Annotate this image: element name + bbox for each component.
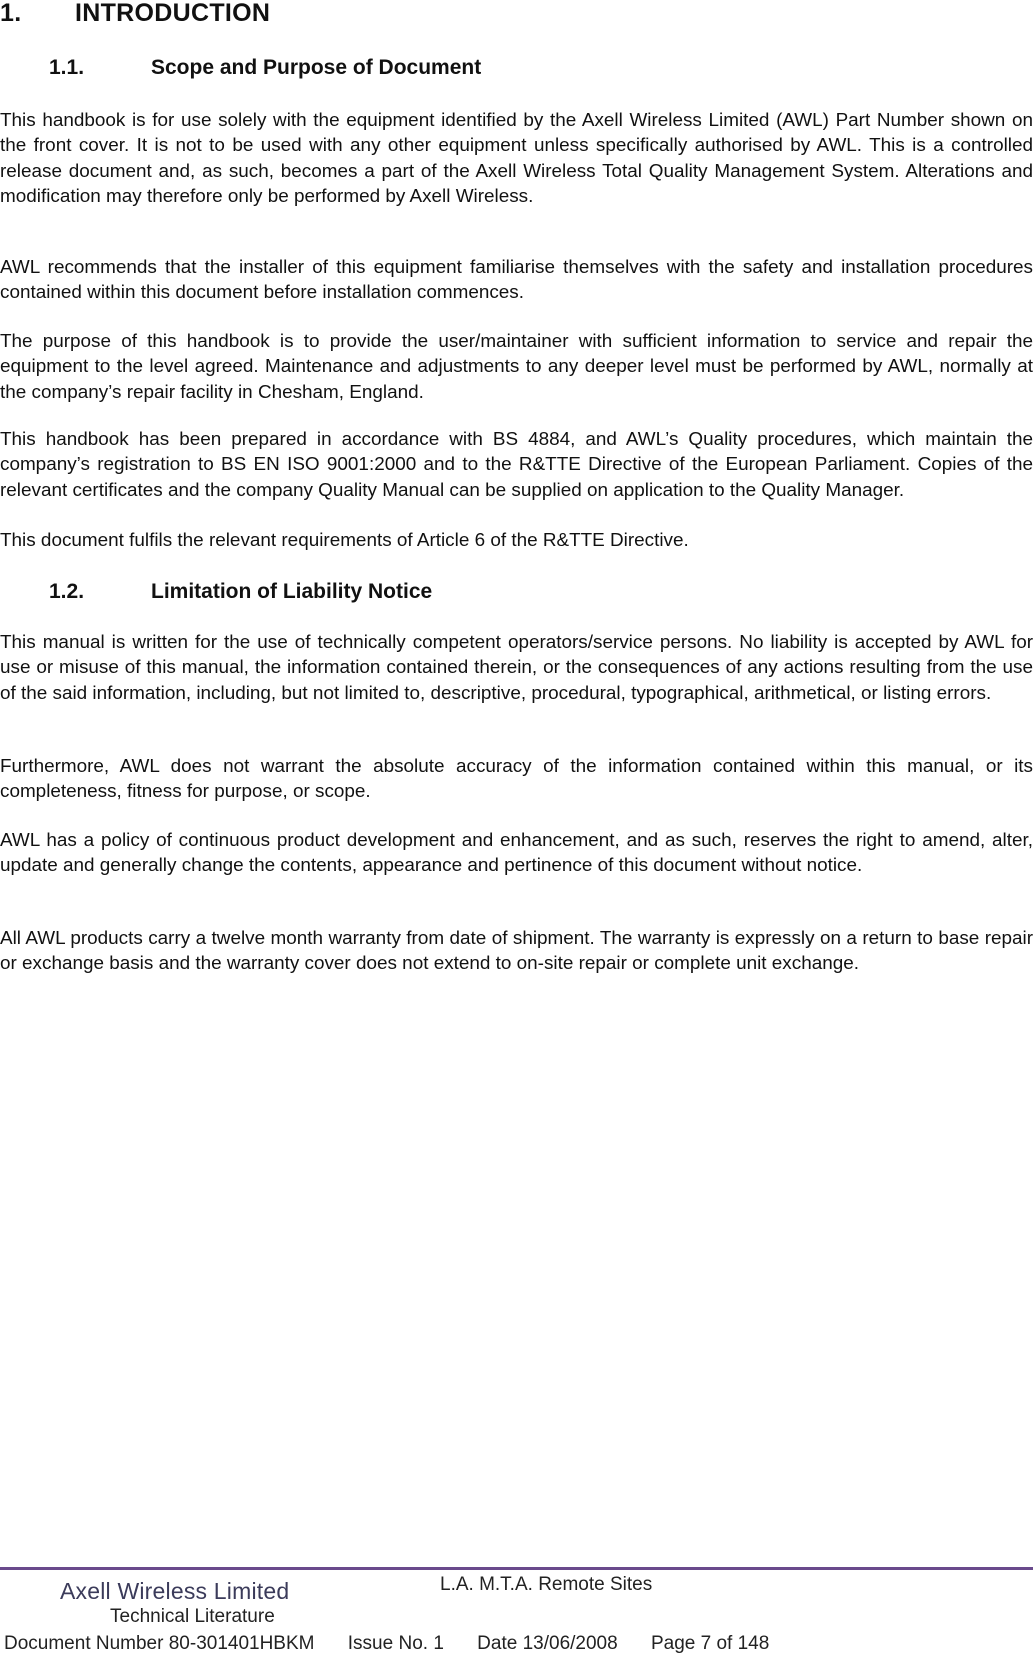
document-number: Document Number 80-301401HBKM	[4, 1633, 315, 1654]
section-heading-1-1	[49, 56, 481, 80]
paragraph: AWL recommends that the installer of this equipment familiarise themselves with the safety and installation procedures contained within this document before installation commences.	[0, 257, 1033, 304]
issue-date: Date 13/06/2008	[477, 1633, 618, 1654]
section-title: Scope and Purpose of Document	[151, 56, 482, 79]
paragraph: This handbook has been prepared in accordance with BS 4884, and AWL’s Quality procedures, which maintain the company’s registration to BS EN ISO 9001:2000 and to the R&TTE Directive of the European Parliament. Copies of the relevant certificates and the company Quality Manual can be supplied on application to the Quality Manager.	[0, 429, 1033, 501]
paragraph: This document fulfils the relevant requirements of Article 6 of the R&TTE Directive.	[0, 530, 689, 551]
chapter-title: INTRODUCTION	[75, 0, 271, 27]
section-title: Limitation of Liability Notice	[151, 580, 433, 603]
issue-number: Issue No. 1	[347, 1633, 444, 1654]
paragraph: Furthermore, AWL does not warrant the absolute accuracy of the information contained within this manual, or its completeness, fitness for purpose, or scope.	[0, 756, 1033, 803]
document-info-row	[4, 1633, 797, 1655]
page-number: Page 7 of 148	[650, 1633, 770, 1654]
paragraph: AWL has a policy of continuous product development and enhancement, and as such, reserves the right to amend, alter, update and generally change the contents, appearance and pertinence of this document without notice.	[0, 830, 1033, 877]
paragraph: This manual is written for the use of technically competent operators/service persons. No liability is accepted by AWL for use or misuse of this manual, the information contained therein, or the consequences of any actions resulting from the use of the said information, including, but not limited to, descriptive, procedural, typographical, arithmetical, or listing errors.	[0, 632, 1033, 704]
literature-label: Technical Literature	[110, 1606, 275, 1627]
paragraph: All AWL products carry a twelve month warranty from date of shipment. The warranty is expressly on a return to base repair or exchange basis and the warranty cover does not extend to on-site repair or complete unit exchange.	[0, 928, 1033, 975]
section-number: 1.2.	[49, 580, 85, 603]
section-number: 1.1.	[49, 56, 85, 79]
chapter-heading	[0, 0, 270, 26]
chapter-number: 1.	[0, 0, 22, 27]
section-heading-1-2	[49, 580, 432, 604]
page-footer	[0, 1572, 1033, 1656]
paragraph: This handbook is for use solely with the equipment identified by the Axell Wireless Limited (AWL) Part Number shown on the front cover. It is not to be used with any other equipment unless specifically authorised by AWL. This is a controlled release document and, as such, becomes a part of the Axell Wireless Total Quality Management System. Alterations and modification may therefore only be performed by Axell Wireless.	[0, 110, 1033, 208]
footer-divider	[0, 1567, 1033, 1570]
site-name: L.A. M.T.A. Remote Sites	[440, 1574, 653, 1595]
company-name: Axell Wireless Limited	[60, 1578, 290, 1604]
paragraph: The purpose of this handbook is to provide the user/maintainer with sufficient information to service and repair the equipment to the level agreed. Maintenance and adjustments to any deeper level must be performed by AWL, normally at the company’s repair facility in Chesham, England.	[0, 331, 1033, 403]
